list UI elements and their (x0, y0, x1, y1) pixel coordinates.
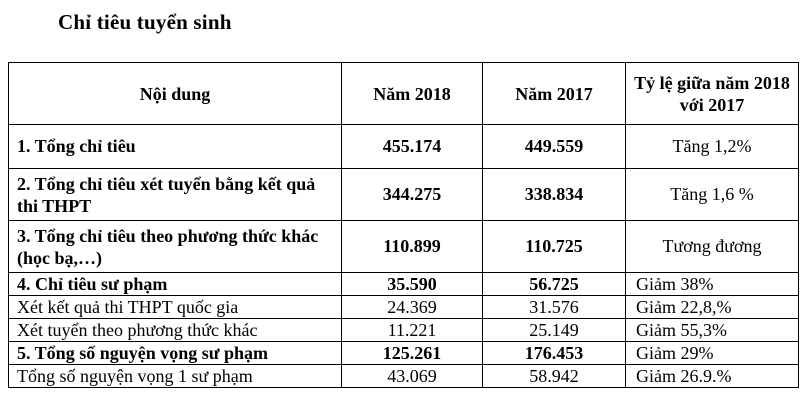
row-2017: 449.559 (483, 125, 626, 169)
row-2017: 176.453 (483, 342, 626, 365)
header-year-2018: Năm 2018 (342, 63, 483, 125)
row-2017: 31.576 (483, 296, 626, 319)
table-row (9, 125, 799, 169)
row-ratio: Giảm 38% (626, 273, 799, 296)
table-row (9, 365, 799, 388)
row-2017: 58.942 (483, 365, 626, 388)
row-2018: 11.221 (342, 319, 483, 342)
row-content: Tổng số nguyện vọng 1 sư phạm (9, 365, 342, 388)
row-2018: 455.174 (342, 125, 483, 169)
table-row (9, 273, 799, 296)
row-2017: 25.149 (483, 319, 626, 342)
header-year-2017: Năm 2017 (483, 63, 626, 125)
row-2017: 338.834 (483, 169, 626, 221)
row-2018: 35.590 (342, 273, 483, 296)
row-ratio: Giảm 26.9.% (626, 365, 799, 388)
page-title: Chỉ tiêu tuyển sinh (58, 10, 232, 34)
row-content: 5. Tổng số nguyện vọng sư phạm (9, 342, 342, 365)
row-ratio: Giảm 22,8,% (626, 296, 799, 319)
table-header-row (9, 63, 799, 125)
header-content: Nội dung (9, 63, 342, 125)
table-row (9, 221, 799, 273)
row-ratio: Tương đương (626, 221, 799, 273)
row-ratio: Tăng 1,2% (626, 125, 799, 169)
row-content: Xét tuyển theo phương thức khác (9, 319, 342, 342)
row-ratio: Giảm 29% (626, 342, 799, 365)
row-content: Xét kết quả thi THPT quốc gia (9, 296, 342, 319)
row-content: 2. Tổng chỉ tiêu xét tuyển bằng kết quả thi THPT (9, 169, 342, 221)
row-2018: 110.899 (342, 221, 483, 273)
table-row (9, 296, 799, 319)
header-ratio: Tỷ lệ giữa năm 2018 với 2017 (626, 63, 799, 125)
admission-quota-table (8, 62, 799, 388)
table-row (9, 169, 799, 221)
table-row (9, 319, 799, 342)
row-ratio: Giảm 55,3% (626, 319, 799, 342)
row-2018: 43.069 (342, 365, 483, 388)
row-content: 4. Chỉ tiêu sư phạm (9, 273, 342, 296)
row-2018: 344.275 (342, 169, 483, 221)
row-content: 1. Tổng chỉ tiêu (9, 125, 342, 169)
row-content: 3. Tổng chỉ tiêu theo phương thức khác (học bạ,…) (9, 221, 342, 273)
table-row (9, 342, 799, 365)
row-2017: 110.725 (483, 221, 626, 273)
row-2018: 125.261 (342, 342, 483, 365)
row-2018: 24.369 (342, 296, 483, 319)
row-ratio: Tăng 1,6 % (626, 169, 799, 221)
row-2017: 56.725 (483, 273, 626, 296)
